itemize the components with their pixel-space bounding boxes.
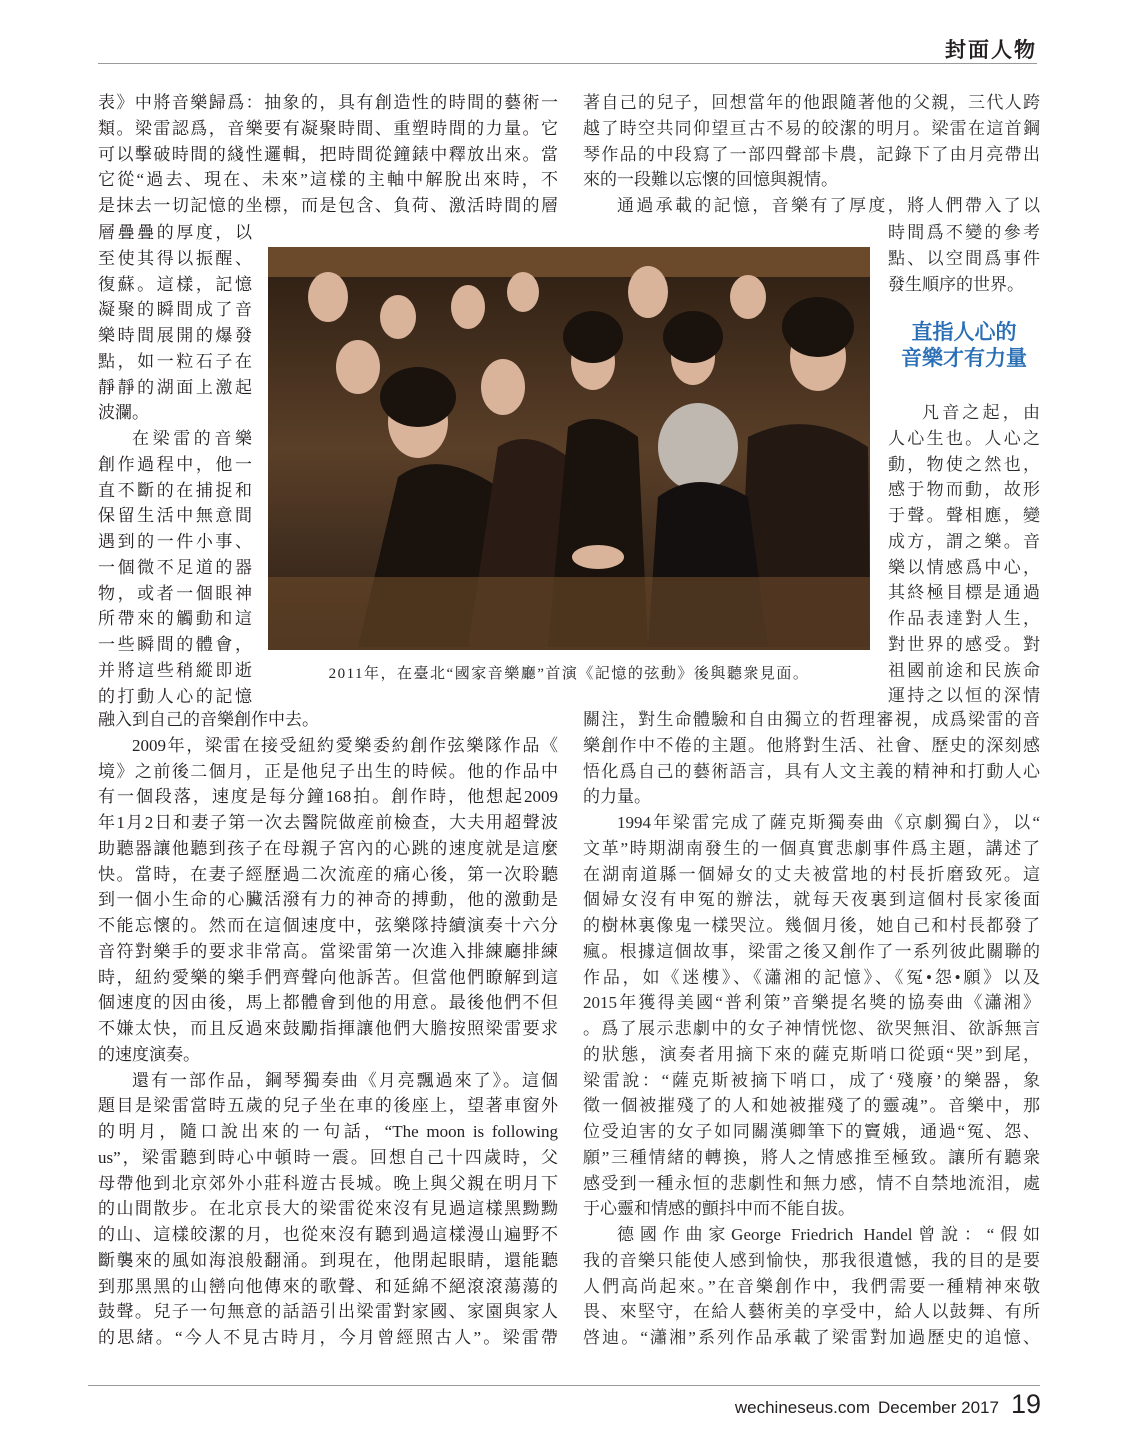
paragraph [583,707,1040,810]
text-line: 琴作品的中段寫了一部四聲部卡農，記錄下了由月亮帶出 [583,144,1040,164]
text-line: 快。當時，在妻子經歷過二次流産的痛心後，第一次聆聽 [98,864,558,884]
text-line: 于聲。聲相應，變 [888,506,1040,525]
text-line: 的打動人心的記憶 [98,686,252,706]
text-line: 德國作曲家George Friedrich Handel曾說：“假如 [617,1225,1040,1244]
text-line: 對世界的感受。對 [888,634,1040,654]
text-line: 助聽器讓他聽到孩子在母親子宮內的心跳的速度就是這麼 [98,838,558,858]
text-line: 點、以空間爲事件 [888,248,1040,268]
text-line: 動，物使之然也， [888,454,1040,474]
right-column-bottom-text [583,707,1040,1351]
text-line: 到一個小生命的心臟活潑有力的神奇的搏動，他的激動是 [98,890,558,910]
text-line: 還有一部作品，鋼琴獨奏曲《月亮飄過來了》。這個 [132,1070,558,1090]
text-line: 感于物而動，故形 [888,480,1040,500]
text-line: 層疊疊的厚度，以 [98,223,252,242]
text-line: 遇到的一件小事、 [98,532,252,551]
text-line: 文革”時期湖南發生的一個真實悲劇事件爲主題，講述了 [583,838,1040,858]
section-heading-line-2: 音樂才有力量 [901,347,1027,370]
text-line: 時間爲不變的參考 [888,223,1040,242]
paragraph [888,220,1040,297]
text-line: 啓迪。“瀟湘”系列作品承載了梁雷對加過歷史的追憶、 [583,1328,1040,1347]
text-line: 畏、來堅守，在給人藝術美的享受中，給人以鼓舞、有所 [583,1302,1040,1322]
text-line: 2015年獲得美國“普利策”音樂提名獎的協奏曲《瀟湘》 [583,993,1040,1013]
text-line: 我的音樂只能使人感到愉快，那我很遺憾，我的目的是要 [583,1250,1040,1270]
text-line: 融入到自己的音樂創作中去。 [98,710,319,729]
text-line: 的速度演奏。 [98,1044,200,1064]
paragraph [583,193,1040,219]
text-line: 祖國前途和民族命 [888,660,1040,680]
text-line: 時，紐約愛樂的樂手們齊聲向他訴苦。但當他們瞭解到這 [98,967,558,987]
left-column-top-text [98,90,558,219]
section-heading [884,320,1044,372]
footer-rule [88,1385,1040,1386]
text-line: 的明月，隨口說出來的一句話，“The moon is following [98,1122,558,1141]
text-line: 一些瞬間的體會， [98,635,252,654]
text-line: 復蘇。這樣，記憶 [98,274,252,294]
text-line: 其終極目標是通過 [888,583,1040,603]
text-line: 樂以情感爲中心， [888,557,1040,577]
paragraph [98,733,558,1068]
text-line: 母帶他到北京郊外小莊科遊古長城。晚上與父親在明月下 [98,1173,558,1193]
text-line: 音符對樂手的要求非常高。當梁雷第一次進入排練廳排練 [98,941,558,961]
text-line: 在湖南道縣一個婦女的丈夫被當地的村長折磨致死。這 [583,864,1040,884]
paragraph [888,400,1040,709]
text-line: 作品，如《迷樓》、《瀟湘的記憶》、《冤•怨•願》以及 [583,967,1040,987]
text-line: 願”三種情緒的轉換，將人之情感推至極致。讓所有聽衆 [583,1147,1040,1167]
text-line: 波瀾。 [98,403,149,423]
text-line: 是抹去一切記憶的坐標，而是包含、負荷、激活時間的層 [98,196,558,215]
text-line: 位受迫害的女子如同關漢卿筆下的竇娥，通過“冤、怨、 [583,1122,1040,1141]
text-line: 點，如一粒石子在 [98,351,252,371]
page-footer [735,1389,1041,1420]
text-line: 悟化爲自己的藝術語言，具有人文主義的精神和打動人心 [583,761,1040,781]
paragraph [98,426,252,709]
footer-issue-date: December 2017 [877,1398,999,1417]
text-line: 題目是梁雷當時五歲的兒子坐在車的後座上，望著車窗外 [98,1096,558,1116]
text-line: 鼓聲。兒子一句無意的話語引出梁雷對家國、家園與家人 [98,1302,558,1322]
text-line: 的力量。 [583,787,651,807]
text-line: 越了時空共同仰望亘古不易的皎潔的明月。梁雷在這首鋼 [583,118,1040,138]
text-line: 的樹林裏像鬼一樣哭泣。幾個月後，她自己和村長都發了 [583,916,1040,935]
text-line: 并將這些稍縱即逝 [98,660,252,680]
text-line: 斷襲來的風如海浪般翻涌。到現在，他閉起眼睛，還能聽 [98,1250,558,1270]
text-line: 發生順序的世界。 [888,274,1024,294]
text-line: 可以擊破時間的綫性邏輯，把時間從鐘錶中釋放出來。當 [98,144,558,164]
text-line: 在梁雷的音樂 [132,429,252,448]
text-line: 凡音之起，由 [922,403,1040,422]
section-heading-line-1: 直指人心的 [911,321,1017,344]
text-line: 直不斷的在捕捉和 [98,480,252,500]
right-narrow-text [888,400,1040,709]
text-line: 。爲了展示悲劇中的女子神情恍惚、欲哭無泪、欲訴無言 [583,1019,1040,1038]
text-line: 徵一個被摧殘了的人和她被摧殘了的靈魂”。音樂中，那 [583,1096,1040,1116]
text-line: 感受到一種永恒的悲劇性和無力感，情不自禁地流泪，處 [583,1173,1040,1193]
text-line: 類。梁雷認爲，音樂要有凝聚時間、重塑時間的力量。它 [98,118,558,138]
text-line: 的山、這樣皎潔的月，也從來沒有聽到過這樣漫山遍野不 [98,1225,558,1244]
photo-caption: 2011年，在臺北“國家音樂廳”首演《記憶的弦動》後與聽衆見面。 [328,666,810,682]
text-line: 通過承載的記憶，音樂有了厚度，將人們帶入了以 [617,196,1040,215]
text-line: 年1月2日和妻子第一次去醫院做産前檢查，大夫用超聲波 [98,813,558,832]
text-line: 2009年，梁雷在接受紐約愛樂委約創作弦樂隊作品《 [132,735,558,755]
text-line: 到那黑黑的山巒向他傳來的歌聲、和延綿不絕滾滾蕩蕩的 [98,1276,558,1296]
footer-website: wechineseus.com [734,1398,870,1417]
text-line: 人們高尚起來。”在音樂創作中，我們需要一種精神來敬 [583,1276,1040,1296]
text-line: 樂時間展開的爆發 [98,326,252,345]
text-line: 保留生活中無意間 [98,506,252,526]
page-number: 19 [1010,1389,1041,1419]
text-line: 不嫌太快，而且反過來鼓勵指揮讓他們大膽按照梁雷要求 [98,1019,558,1038]
text-line: us”，梁雷聽到時心中頓時一震。回想自己十四歲時，父 [98,1147,558,1167]
text-line: 的思緒。“今人不見古時月，今月曾經照古人”。梁雷帶 [98,1328,558,1347]
text-line: 的山間散步。在北京長大的梁雷從來沒有見過這樣黑黝黝 [98,1199,558,1219]
text-line: 關注，對生命體驗和自由獨立的哲理審視，成爲梁雷的音 [583,710,1040,729]
text-line: 來的一段難以忘懷的回憶與親情。 [583,170,838,190]
text-line: 作品表達對人生， [888,609,1040,628]
paragraph [583,90,1040,193]
text-line: 創作過程中，他一 [98,454,252,474]
text-line: 個婦女沒有申冤的辦法，就每天夜裏到這個村長家後面 [583,890,1040,910]
text-line: 瘋。根據這個故事，梁雷之後又創作了一系列彼此關聯的 [583,941,1040,961]
paragraph [98,707,558,733]
section-title: 封面人物 [945,39,1037,62]
text-line: 表》中將音樂歸爲：抽象的，具有創造性的時間的藝術一 [98,93,558,112]
paragraph [583,810,1040,1222]
text-line: 至使其得以振醒、 [98,248,252,268]
right-column-top-text [583,90,1040,219]
text-line: 的狀態，演奏者用摘下來的薩克斯哨口從頭“哭”到尾， [583,1044,1040,1064]
text-line: 不能忘懷的。然而在這個速度中，弦樂隊持續演奏十六分 [98,916,558,935]
text-line: 有一個段落，速度是每分鐘168拍。創作時，他想起2009 [98,787,558,807]
paragraph [583,1222,1040,1351]
text-line: 著自己的兒子，回想當年的他跟隨著他的父親，三代人跨 [583,93,1040,112]
text-line: 1994年梁雷完成了薩克斯獨奏曲《京劇獨白》，以“ [617,813,1040,832]
text-line: 樂創作中不倦的主題。他將對生活、社會、歷史的深刻感 [583,735,1040,755]
text-line: 凝聚的瞬間成了音 [98,300,252,320]
text-line: 它從“過去、現在、未來”這樣的主軸中解脫出來時，不 [98,170,558,190]
paragraph [98,220,252,426]
text-line: 個速度的因由後，馬上都體會到他的用意。最後他們不但 [98,993,558,1013]
paragraph [98,90,558,219]
text-line: 梁雷說：“薩克斯被摘下哨口，成了‘殘廢’的樂器，象 [583,1070,1040,1090]
left-column-bottom-text [98,707,558,1351]
text-line: 靜靜的湖面上激起 [98,377,252,397]
audience-meeting-photo [268,247,870,650]
text-line: 于心靈和情感的顫抖中而不能自拔。 [583,1199,855,1219]
paragraph [98,1068,558,1351]
header-rule [98,63,1037,64]
text-line: 成方，謂之樂。音 [888,531,1040,551]
text-line: 一個微不足道的器 [98,557,252,577]
text-line: 物，或者一個眼神 [98,583,252,603]
right-narrow-top-text [888,220,1040,297]
text-line: 境》之前後二個月，正是他兒子出生的時候。他的作品中 [98,761,558,781]
left-narrow-text [98,220,252,709]
photo-illustration [268,247,870,650]
text-line: 所帶來的觸動和這 [98,609,252,629]
text-line: 運持之以恒的深情 [888,686,1040,706]
text-line: 人心生也。人心之 [888,428,1040,448]
